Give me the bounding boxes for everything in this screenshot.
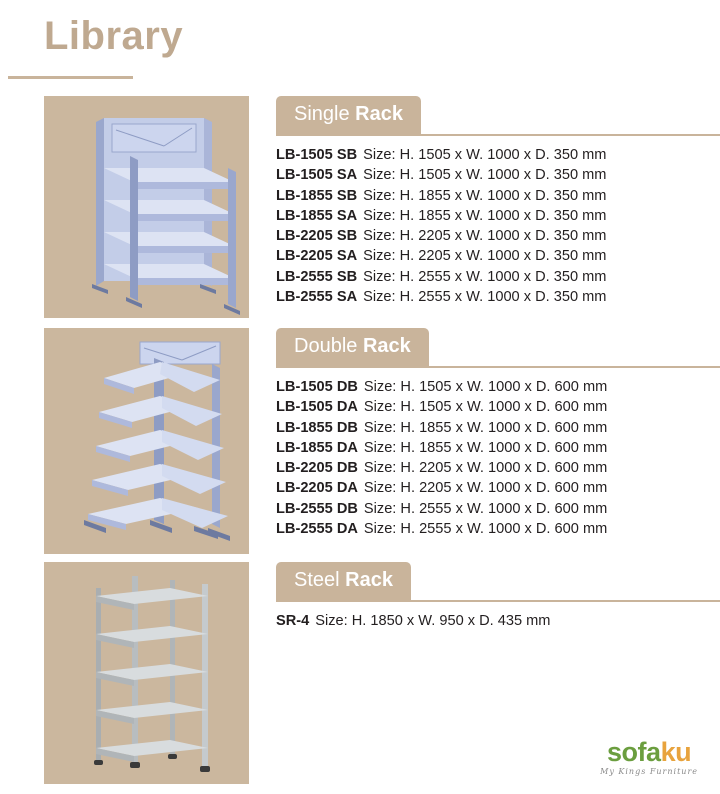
item-size: Size: H. 2555 x W. 1000 x D. 350 mm bbox=[363, 268, 607, 285]
list-item bbox=[276, 246, 720, 266]
item-code: LB-2205 SA bbox=[276, 248, 358, 265]
steel-rack-tab bbox=[276, 562, 411, 600]
logo-name-part1: sofa bbox=[607, 737, 661, 767]
steel-rack-photo bbox=[44, 562, 249, 784]
logo-tagline: My Kings Furniture bbox=[600, 767, 698, 776]
item-code: LB-1505 DB bbox=[276, 379, 358, 395]
item-code: LB-2205 DA bbox=[276, 480, 358, 497]
title-divider bbox=[8, 76, 133, 79]
item-code: LB-1855 SB bbox=[276, 187, 358, 204]
steel-rack-illustration bbox=[44, 562, 249, 784]
item-size: Size: H. 2205 x W. 1000 x D. 350 mm bbox=[363, 228, 607, 245]
list-item bbox=[276, 397, 720, 417]
item-code: LB-1505 SB bbox=[276, 147, 358, 163]
item-size: Size: H. 2205 x W. 1000 x D. 600 mm bbox=[363, 460, 608, 477]
single-rack-tab-rule bbox=[276, 134, 720, 136]
logo-name-part2: ku bbox=[660, 737, 692, 767]
item-code: SR-4 bbox=[276, 613, 310, 629]
steel-rack-tab-light: Steel bbox=[294, 569, 346, 591]
single-rack-list bbox=[276, 96, 720, 307]
list-item bbox=[276, 519, 720, 539]
single-rack-tab-bold: Rack bbox=[355, 103, 403, 125]
single-rack-photo bbox=[44, 96, 249, 318]
item-code: LB-2205 SB bbox=[276, 228, 358, 245]
list-item bbox=[276, 458, 720, 478]
item-size: Size: H. 2555 x W. 1000 x D. 600 mm bbox=[363, 521, 608, 538]
item-size: Size: H. 1505 x W. 1000 x D. 600 mm bbox=[363, 399, 608, 416]
double-rack-list bbox=[276, 328, 720, 539]
list-item bbox=[276, 226, 720, 246]
list-item bbox=[276, 377, 720, 397]
single-rack-tab-light: Single bbox=[294, 103, 356, 125]
item-code: LB-1855 DB bbox=[276, 419, 358, 436]
item-size: Size: H. 1505 x W. 1000 x D. 350 mm bbox=[363, 167, 607, 184]
item-code: LB-1855 SA bbox=[276, 207, 358, 224]
list-item bbox=[276, 287, 720, 307]
list-item bbox=[276, 478, 720, 498]
list-item bbox=[276, 145, 720, 165]
item-size: Size: H. 1850 x W. 950 x D. 435 mm bbox=[315, 613, 551, 629]
section-double-rack bbox=[44, 328, 720, 554]
steel-rack-tab-rule bbox=[276, 600, 720, 602]
single-rack-tab bbox=[276, 96, 421, 134]
double-rack-illustration bbox=[44, 328, 249, 554]
item-size: Size: H. 1505 x W. 1000 x D. 350 mm bbox=[363, 147, 607, 163]
steel-rack-tab-bold: Rack bbox=[345, 569, 393, 591]
double-rack-tab-bold: Rack bbox=[362, 335, 411, 357]
single-rack-illustration bbox=[44, 96, 249, 318]
item-size: Size: H. 1855 x W. 1000 x D. 600 mm bbox=[363, 439, 608, 456]
page-title: Library bbox=[44, 14, 184, 58]
list-item bbox=[276, 165, 720, 185]
list-item bbox=[276, 438, 720, 458]
item-code: LB-1505 SA bbox=[276, 167, 358, 184]
item-size: Size: H. 2205 x W. 1000 x D. 600 mm bbox=[363, 480, 608, 497]
item-code: LB-1855 DA bbox=[276, 439, 358, 456]
list-item bbox=[276, 499, 720, 519]
item-size: Size: H. 2555 x W. 1000 x D. 600 mm bbox=[363, 500, 608, 517]
list-item bbox=[276, 611, 720, 631]
list-item bbox=[276, 267, 720, 287]
item-size: Size: H. 1505 x W. 1000 x D. 600 mm bbox=[363, 379, 608, 395]
item-size: Size: H. 2205 x W. 1000 x D. 350 mm bbox=[363, 248, 607, 265]
list-item bbox=[276, 206, 720, 226]
item-code: LB-2555 SA bbox=[276, 289, 358, 306]
item-size: Size: H. 2555 x W. 1000 x D. 350 mm bbox=[363, 289, 607, 306]
item-size: Size: H. 1855 x W. 1000 x D. 350 mm bbox=[363, 187, 607, 204]
steel-rack-list bbox=[276, 562, 720, 631]
item-code: LB-2555 SB bbox=[276, 268, 358, 285]
double-rack-tab-rule bbox=[276, 366, 720, 368]
item-code: LB-2555 DA bbox=[276, 521, 358, 538]
double-rack-tab-light: Double bbox=[294, 335, 363, 357]
logo-wordmark bbox=[600, 739, 698, 766]
list-item bbox=[276, 186, 720, 206]
list-item bbox=[276, 418, 720, 438]
item-size: Size: H. 1855 x W. 1000 x D. 600 mm bbox=[363, 419, 608, 436]
double-rack-photo bbox=[44, 328, 249, 554]
item-code: LB-2555 DB bbox=[276, 500, 358, 517]
item-code: LB-1505 DA bbox=[276, 399, 358, 416]
item-size: Size: H. 1855 x W. 1000 x D. 350 mm bbox=[363, 207, 607, 224]
item-code: LB-2205 DB bbox=[276, 460, 358, 477]
sofaku-logo bbox=[600, 739, 698, 776]
double-rack-tab bbox=[276, 328, 429, 366]
section-single-rack bbox=[44, 96, 720, 318]
